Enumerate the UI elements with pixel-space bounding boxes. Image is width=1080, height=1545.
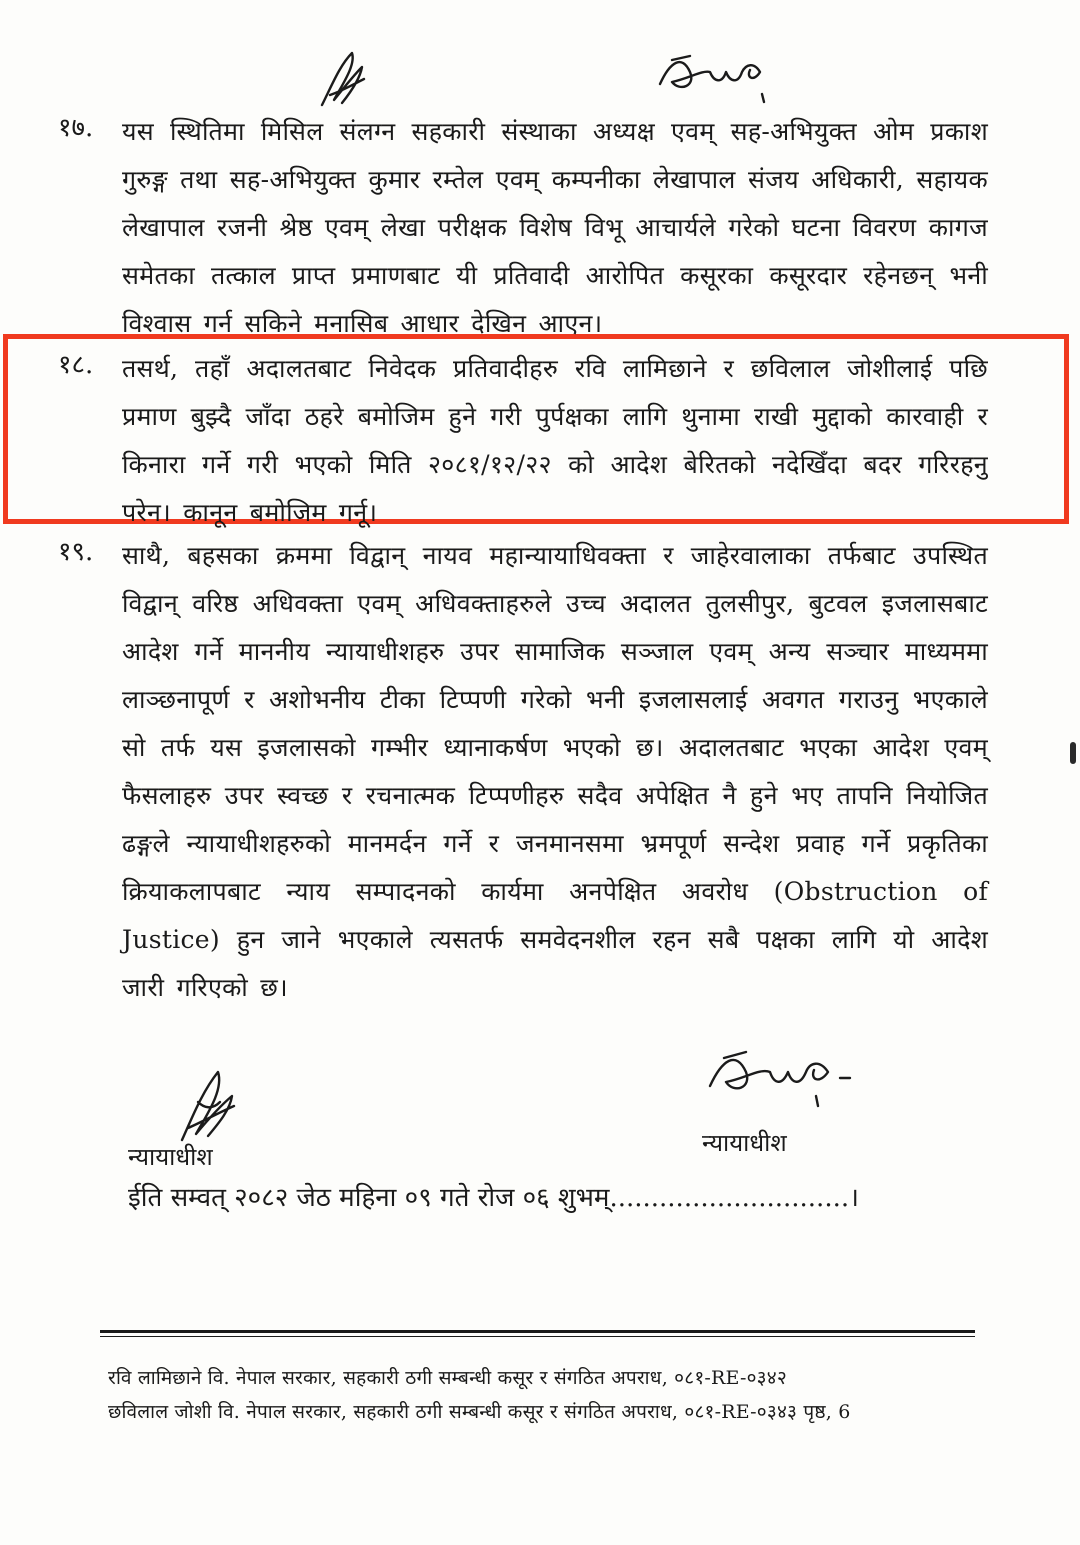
margin-mark bbox=[1070, 742, 1076, 764]
paragraph-text: यस स्थितिमा मिसिल संलग्न सहकारी संस्थाका अध्यक्ष एवम् सह-अभियुक्त ओम प्रकाश गुरुङ्ग तथा सह-अभियुक्त कुमार रम्तेल एवम् कम्पनीका लेखापाल संजय अधिकारी, सहायक लेखापाल रजनी श्रेष्ठ एवम् लेखा परीक्षक विशेष विभू आचार्यले गरेको घटना विवरण कागज समेतका तत्काल प्राप्त प्रमाणबाट यी प्रतिवादी आरोपित कसूरका कसूरदार रहेनछन् भनी विश्वास गर्न सकिने मनासिब आधार देखिन आएन। bbox=[122, 117, 988, 338]
paragraph-number: १९. bbox=[58, 537, 94, 567]
left-judge-signature bbox=[168, 1062, 248, 1152]
paragraph-18 bbox=[58, 345, 988, 537]
paragraph-number: १७. bbox=[58, 113, 94, 143]
footer-case-line-1: रवि लामिछाने वि. नेपाल सरकार, सहकारी ठगी सम्बन्धी कसूर र संगठित अपराध, ०८१-RE-०३४२ bbox=[108, 1367, 787, 1389]
footer-rule bbox=[100, 1330, 975, 1333]
paragraph-17 bbox=[58, 108, 988, 348]
paragraph-text: साथै, बहसका क्रममा विद्वान् नायव महान्यायाधिवक्ता र जाहेरवालाका तर्फबाट उपस्थित विद्वान् वरिष्ठ अधिवक्ता एवम् अधिवक्ताहरुले उच्च अदालत तुलसीपुर, बुटवल इजलासबाट आदेश गर्ने माननीय न्यायाधीशहरु उपर सामाजिक सञ्जाल एवम् अन्य सञ्चार माध्यममा लाञ्छनापूर्ण र अशोभनीय टीका टिप्पणी गरेको भनी इजलासलाई अवगत गराउनु भएकाले सो तर्फ यस इजलासको गम्भीर ध्यानाकर्षण भएको छ। अदालतबाट भएका आदेश एवम् फैसलाहरु उपर स्वच्छ र रचनात्मक टिप्पणीहरु सदैव अपेक्षित नै हुने भए तापनि नियोजित ढङ्गले न्यायाधीशहरुको मानमर्दन गर्ने र जनमानसमा भ्रमपूर्ण सन्देश प्रवाह गर्ने प्रकृतिका क्रियाकलापबाट न्याय सम्पादनको कार्यमा अनपेक्षित अवरोध (Obstruction of Justice) हुन जाने भएकाले त्यसतर्फ समवेदनशील रहन सबै पक्षका लागि यो आदेश जारी गरिएको छ। bbox=[122, 541, 988, 1002]
left-judge-label: न्यायाधीश bbox=[128, 1143, 213, 1171]
top-right-initial-signature bbox=[650, 42, 780, 112]
closing-date-line: ईति सम्वत् २०८२ जेठ महिना ०९ गते रोज ०६ शुभम्.............................। bbox=[128, 1183, 859, 1213]
top-left-initial-signature bbox=[312, 45, 372, 115]
paragraph-number: १८. bbox=[58, 350, 94, 380]
paragraph-19 bbox=[58, 532, 988, 1012]
right-judge-label: न्यायाधीश bbox=[702, 1129, 787, 1157]
paragraph-text: तसर्थ, तहाँ अदालतबाट निवेदक प्रतिवादीहरु रवि लामिछाने र छविलाल जोशीलाई पछि प्रमाण बुझ्दै जाँदा ठहरे बमोजिम हुने गरी पुर्पक्षका लागि थुनामा राखी मुद्दाको कारवाही र किनारा गर्ने गरी भएको मिति २०८१/१२/२२ को आदेश बेरितको नदेखिँदा बदर गरिरहनु परेन। कानून बमोजिम गर्नू। bbox=[122, 354, 988, 527]
footer-rule-thin bbox=[100, 1336, 975, 1337]
right-judge-signature bbox=[700, 1038, 860, 1118]
footer-case-line-2: छविलाल जोशी वि. नेपाल सरकार, सहकारी ठगी सम्बन्धी कसूर र संगठित अपराध, ०८१-RE-०३४३ पृष्ठ, 6 bbox=[108, 1401, 851, 1423]
